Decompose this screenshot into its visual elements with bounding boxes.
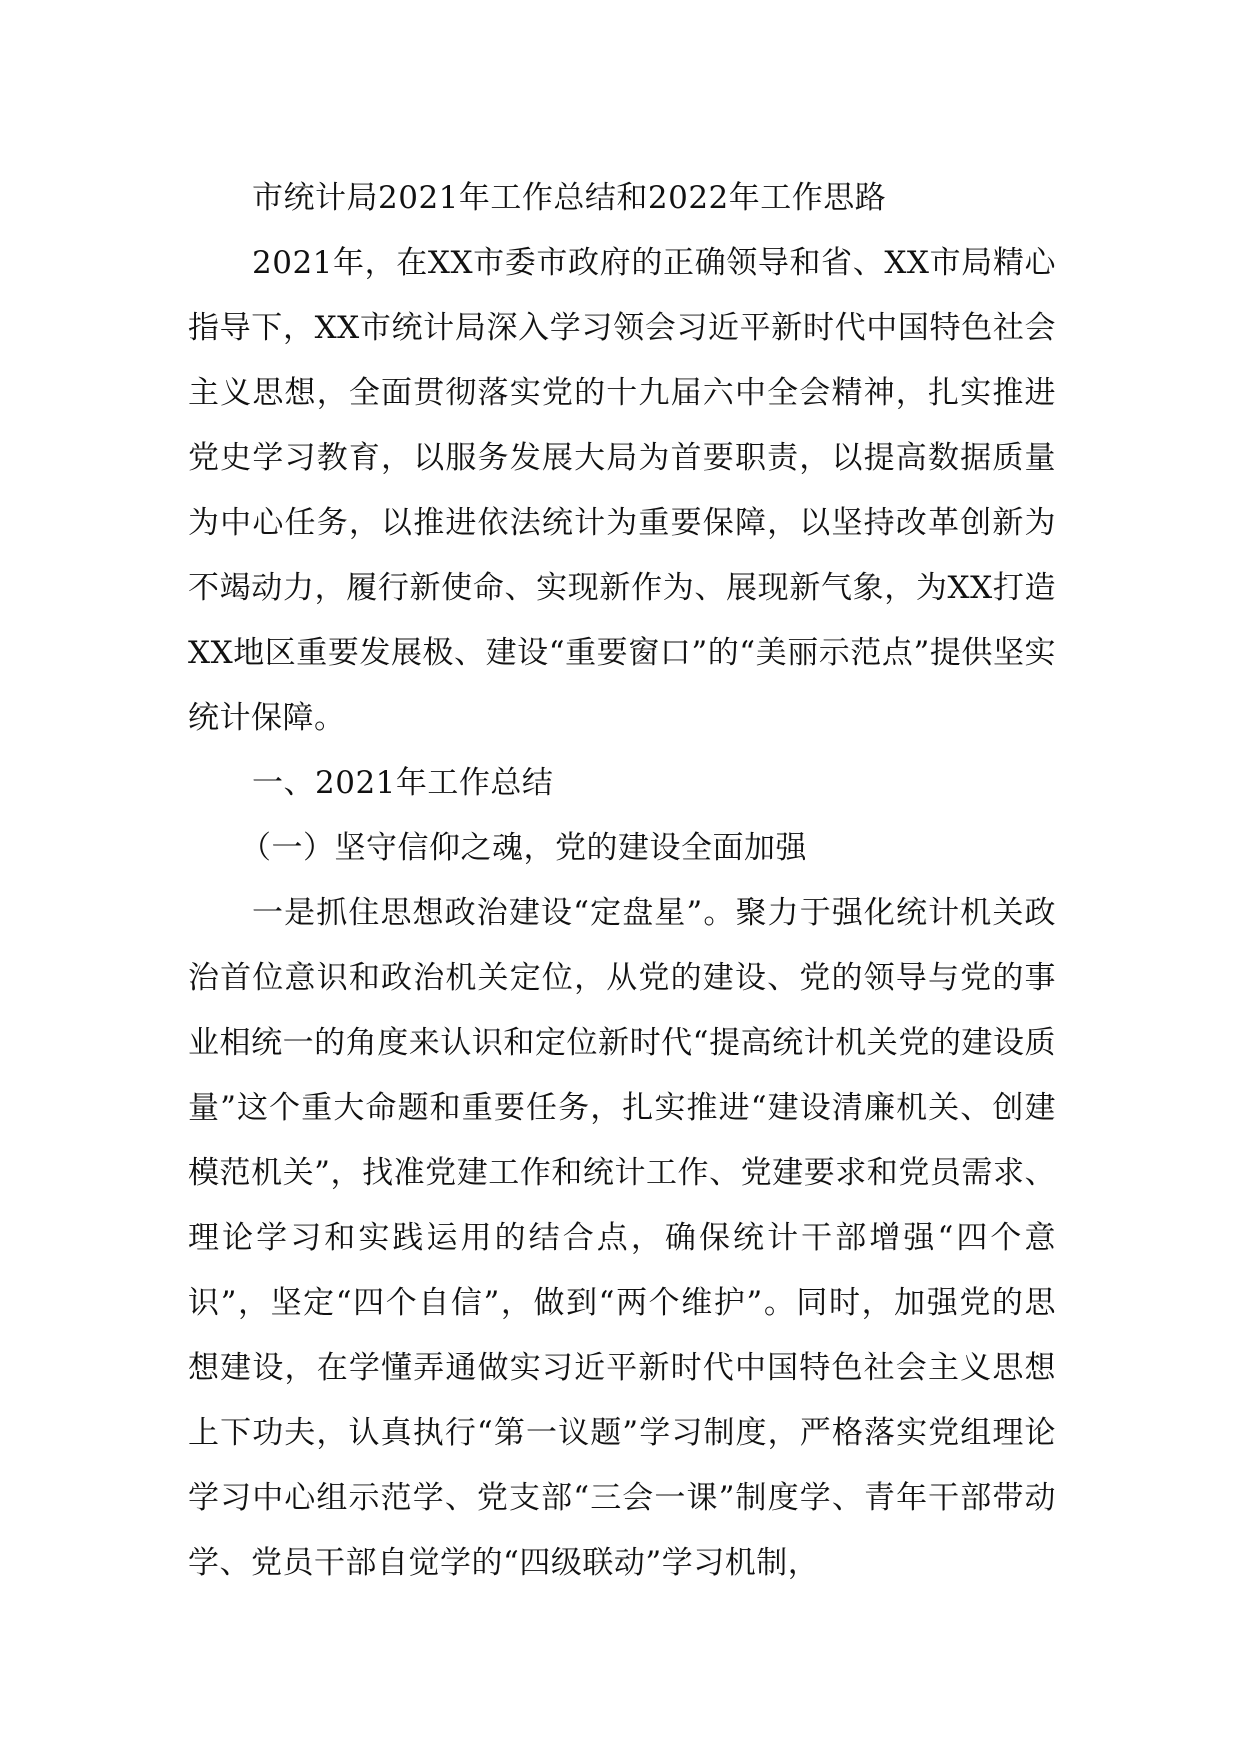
document-title: 市统计局2021年工作总结和2022年工作思路 (252, 180, 887, 216)
section-heading: 一、2021年工作总结 (252, 765, 554, 801)
paragraph-body: 一是抓住思想政治建设“定盘星”。聚力于强化统计机关政治首位意识和政治机关定位，从党的建设、党的领导与党的事业相统一的角度来认识和定位新时代“提高统计机关党的建设质量”这个重大命题和重要任务，扎实推进“建设清廉机关、创建模范机关”，找准党建工作和统计工作、党建要求和党员需求、理论学习和实践运用的结合点，确保统计干部增强“四个意识”，坚定“四个自信”，做到“两个维护”。同时，加强党的思想建设，在学懂弄通做实习近平新时代中国特色社会主义思想上下功夫，认真执行“第一议题”学习制度，严格落实党组理论学习中心组示范学、党支部“三会一课”制度学、青年干部带动学、党员干部自觉学的“四级联动”学习机制， (188, 895, 1056, 1581)
paragraph-intro: 2021年，在XX市委市政府的正确领导和省、XX市局精心指导下，XX市统计局深入学习领会习近平新时代中国特色社会主义思想，全面贯彻落实党的十九届六中全会精神，扎实推进党史学习教育，以服务发展大局为首要职责，以提高数据质量为中心任务，以推进依法统计为重要保障，以坚持改革创新为不竭动力，履行新使命、实现新作为、展现新气象，为XX打造XX地区重要发展极、建设“重要窗口”的“美丽示范点”提供坚实统计保障。 (188, 245, 1056, 736)
subsection-heading: （一）坚守信仰之魂，党的建设全面加强 (240, 830, 807, 866)
document-body (188, 166, 1056, 1596)
